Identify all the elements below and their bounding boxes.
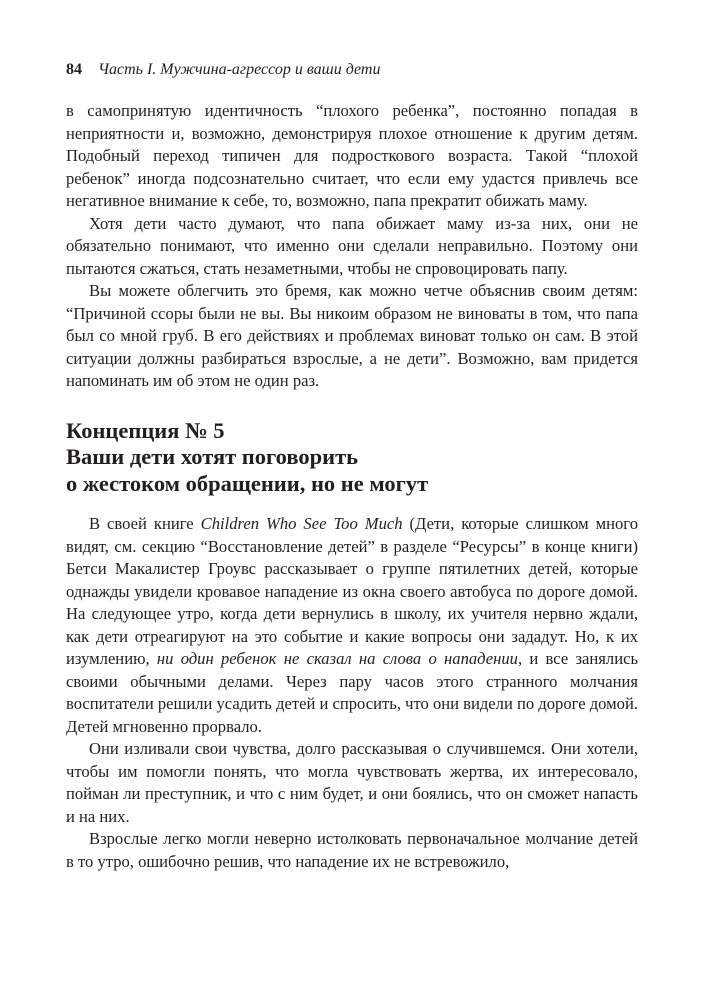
paragraph: в самопринятую идентичность “плохого ребенка”, постоянно попадая в неприятности и, возможно, демонстрируя плохое отношение к другим детям. Подобный переход типичен для подросткового возраста. Такой “плохой ребенок” иногда подсознательно считает, что если ему удастся привлечь все негативное внимание к себе, то, возможно, папа прекратит обижать маму. (66, 101, 638, 210)
paragraph: Вы можете облегчить это бремя, как можно четче объяснив своим детям: “Причиной ссоры были не вы. Вы никоим образом не виноваты в том, что папа был со мной груб. В его действиях и проблемах виноват только он сам. В этой ситуации должны разбираться взрослые, а не дети”. Возможно, вам придется напоминать им об этом не один раз. (66, 281, 638, 390)
section-title-line: Ваши дети хотят поговорить (66, 444, 359, 469)
section-title-line: о жестоком обращении, но не могут (66, 470, 429, 496)
running-header (66, 60, 638, 80)
paragraph: Хотя дети часто думают, что папа обижает маму из-за них, они не обязательно понимают, что именно они сделали неправильно. Поэтому они пытаются сжаться, стать незаметными, чтобы не спровоцировать папу. (66, 213, 638, 278)
paragraph: Они изливали свои чувства, долго рассказывая о случившемся. Они хотели, чтобы им помогли понять, что могла чувствовать жертва, их интересовало, пойман ли преступник, и что с ним будет, и они боялись, что он сможет напасть и на них. (66, 739, 638, 826)
paragraph: Взрослые легко могли неверно истолковать первоначальное молчание детей в то утро, ошибочно решив, что нападение их не встревожило, (66, 829, 638, 871)
paragraph-text: (Дети, которые слишком много видят, см. секцию “Восстановление детей” в разделе “Ресурсы” в конце книги) Бетси Макалистер Гроувс рассказывает о группе пятилетних детей, которые однажды увидели кровавое нападение из окна своего автобуса по дороге домой. На следующее утро, когда дети вернулись в школу, их учителя нервно ждали, как дети отреагируют на это событие и какие вопросы они зададут. Но, к их изумлению, (66, 514, 638, 668)
page-number: 84 (66, 61, 82, 78)
book-title: Children Who See Too Much (200, 514, 403, 533)
chapter-title: Часть I. Мужчина-агрессор и ваши дети (98, 61, 381, 78)
paragraph-book-reference (66, 513, 638, 738)
section-heading (66, 418, 638, 498)
paragraph-text: , и все занялись своими обычными делами. Через пару часов этого странного молчания воспитатели решили усадить детей и спросить, что они видели по дороге домой. Детей мгновенно прорвало. (66, 649, 639, 736)
emphasis-text: ни один ребенок не сказал на слова о нападении (156, 649, 518, 668)
paragraph-text: В своей книге (89, 514, 201, 533)
book-page (66, 60, 638, 873)
section-number-heading: Концепция № 5 (66, 417, 225, 443)
